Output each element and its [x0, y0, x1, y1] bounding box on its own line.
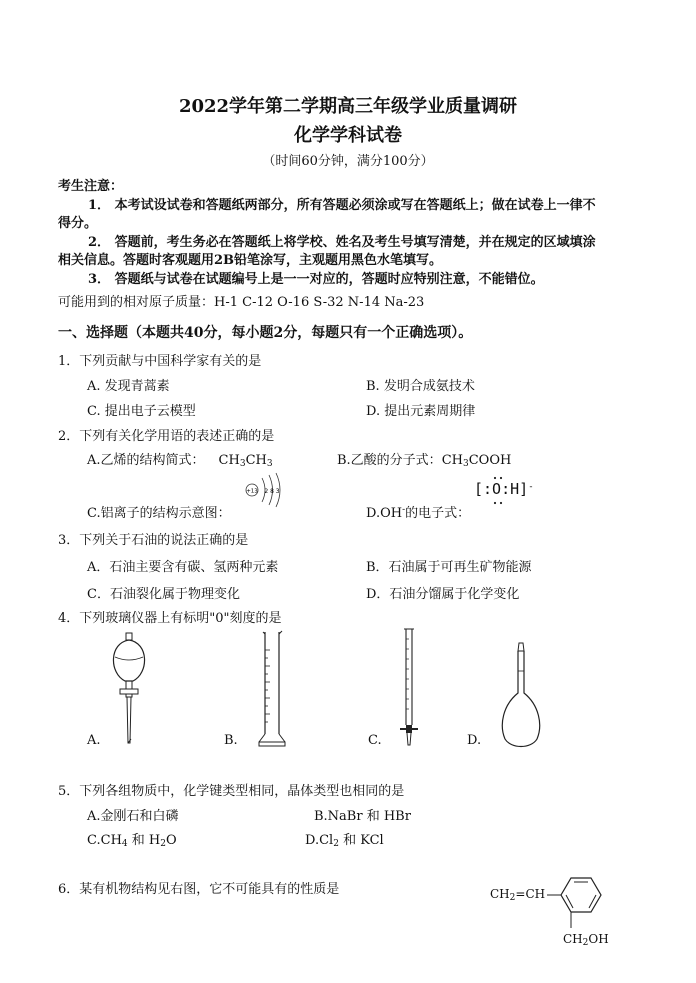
q1-option-a: A. 发现青蒿素 [87, 379, 170, 394]
q2-option-b [337, 449, 511, 469]
q3-stem: 3．下列关于石油的说法正确的是 [58, 533, 249, 548]
subject-title: 化学学科试卷 [294, 125, 402, 146]
q4-stem: 4．下列玻璃仪器上有标明"0"刻度的是 [58, 611, 282, 626]
q6-sub-sub: 2 [582, 938, 589, 948]
q2-d-label-2: 的电子式： [405, 506, 471, 521]
atomic-masses: 可能用到的相对原子质量：H-1 C-12 O-16 S-32 N-14 Na-23 [58, 295, 425, 310]
q5-option-a: A.金刚石和白磷 [87, 809, 179, 824]
notice-item-2b: 相关信息。答题时客观题用2B铅笔涂写，主观题用黑色水笔填写。 [58, 253, 443, 268]
oh-lone-pair-dots [474, 476, 534, 516]
q2-stem: 2．下列有关化学用语的表述正确的是 [58, 429, 275, 444]
q5-c-sub2: 2 [160, 839, 166, 849]
q6-vinyl-label [490, 887, 545, 903]
q5-stem: 5．下列各组物质中，化学键类型相同，晶体类型也相同的是 [58, 784, 405, 799]
q5-d-part2: 和 KCl [338, 833, 384, 848]
q5-c-sub1: 4 [121, 839, 128, 849]
oh-dot-formula: [:O:H] [474, 480, 529, 498]
volumetric-flask-icon [497, 643, 557, 753]
q2-a-sub-2: 3 [266, 459, 273, 469]
q2-a-formula-2: CH [245, 453, 267, 468]
q5-c-part1: C.CH [87, 833, 122, 848]
notice-heading: 考生注意： [58, 179, 124, 194]
q2-b-formula: CH [441, 453, 463, 468]
q3-option-b: B．石油属于可再生矿物能源 [366, 560, 532, 575]
q1-stem: 1．下列贡献与中国科学家有关的是 [58, 354, 262, 369]
q4-option-d: D. [467, 733, 482, 748]
q5-option-d [305, 829, 384, 849]
notice-item-3: 3． 答题纸与试卷在试题编号上是一一对应的，答题时应特别注意，不能错位。 [88, 272, 544, 287]
q6-vinyl-2: =CH [515, 887, 546, 901]
notice-item-1b: 得分。 [58, 216, 98, 231]
al-shell-numbers: 2 8 3 [264, 488, 280, 495]
exam-title: 2022学年第二学期高三年级学业质量调研 [178, 96, 518, 117]
q5-c-part3: O [165, 833, 177, 848]
q3-option-c: C．石油裂化属于物理变化 [87, 587, 240, 602]
section1-heading: 一、选择题（本题共40分，每小题2分，每题只有一个正确选项）。 [58, 325, 473, 341]
q2-d-label-1: D.OH [366, 506, 403, 521]
q2-a-formula-1: CH [218, 453, 240, 468]
q1-option-c: C. 提出电子云模型 [87, 404, 196, 419]
notice-item-1a: 1． 本考试设试卷和答题纸两部分，所有答题必须涂或写在答题纸上；做在试卷上一律不 [88, 198, 596, 213]
time-info: （时间60分钟，满分100分） [262, 154, 434, 169]
q3-option-a: A．石油主要含有碳、氢两种元素 [87, 560, 279, 575]
q3-option-d: D．石油分馏属于化学变化 [366, 587, 520, 602]
graduated-cylinder-icon [255, 630, 295, 748]
benzene-ring-structure [545, 872, 615, 932]
q2-option-a [87, 449, 273, 469]
q4-option-b: B. [224, 733, 238, 748]
q4-option-c: C. [368, 733, 382, 748]
q5-d-sub1: 2 [333, 839, 339, 849]
q2-d-label-sup: - [402, 505, 406, 515]
q2-option-c: C.铝离子的结构示意图： [87, 506, 231, 521]
aluminum-ion-diagram [240, 470, 290, 510]
q6-vinyl-1: CH [490, 887, 510, 901]
q2-b-label: B.乙酸的分子式： [337, 453, 442, 468]
q2-option-d [366, 502, 470, 521]
q4-option-a: A. [87, 733, 101, 748]
separatory-funnel-icon [105, 633, 155, 748]
q6-stem: 6．某有机物结构见右图，它不可能具有的性质是 [58, 882, 340, 897]
q6-sub-1: CH [563, 932, 583, 946]
q6-substituent-label [563, 932, 609, 948]
oh-charge: - [528, 482, 534, 492]
q5-option-b: B.NaBr 和 HBr [314, 809, 411, 824]
al-nucleus-label: +13 [246, 488, 258, 495]
q2-b-formula-tail: COOH [468, 453, 512, 468]
q2-a-label: A.乙烯的结构简式： [87, 453, 205, 468]
q5-option-c [87, 829, 177, 849]
q2-b-sub: 3 [462, 459, 469, 469]
q1-option-d: D. 提出元素周期律 [366, 404, 476, 419]
q6-sub-2: OH [588, 932, 609, 946]
q6-vinyl-sub: 2 [509, 893, 516, 903]
q1-option-b: B. 发明合成氨技术 [366, 379, 475, 394]
q2-a-sub-1: 3 [239, 459, 246, 469]
q5-d-part1: D.Cl [305, 833, 334, 848]
q5-c-part2: 和 H [127, 833, 161, 848]
burette-icon [398, 627, 428, 752]
notice-item-2a: 2． 答题前，考生务必在答题纸上将学校、姓名及考生号填写清楚，并在规定的区域填涂 [88, 235, 596, 250]
